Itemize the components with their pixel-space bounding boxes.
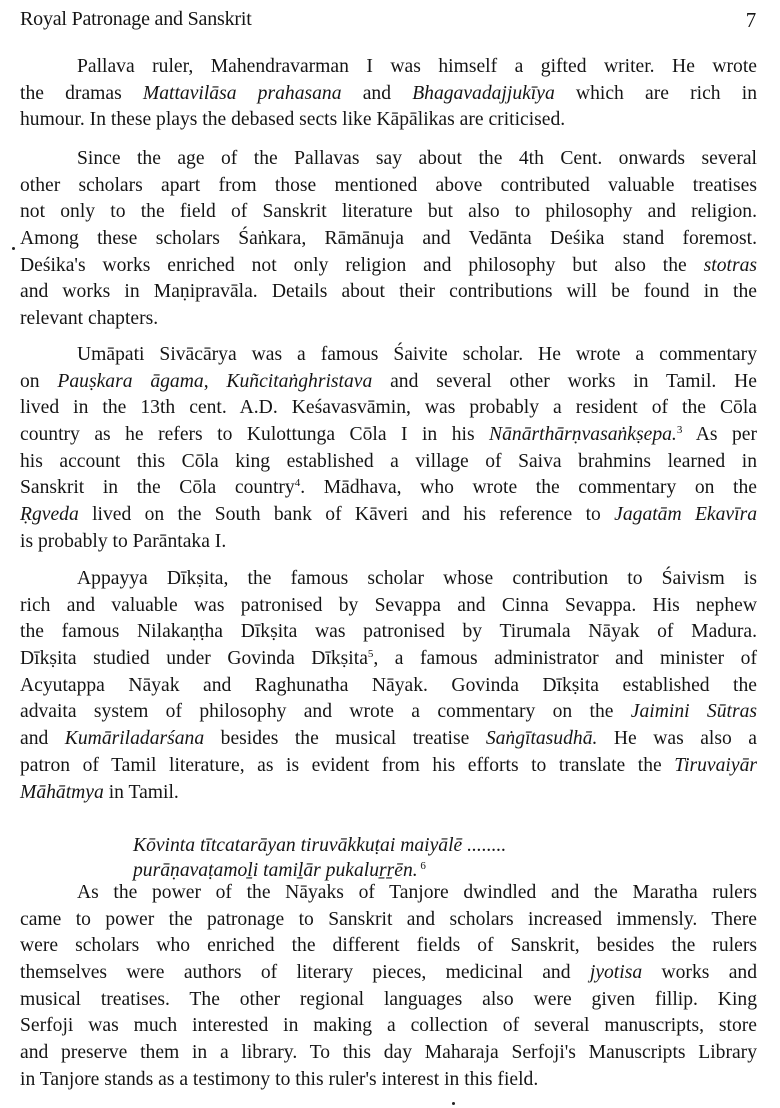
text-line (20, 1013, 757, 1040)
text-run: Deśika's works enriched not only religion and philosophy but also the (20, 254, 704, 276)
text-line (20, 780, 757, 807)
italic-term: stotras (703, 254, 757, 276)
text-run: Appayya Dīkṣita, the famous scholar whose contribution to Śaivism is (77, 568, 757, 589)
text-run: besides the musical treatise (204, 728, 486, 750)
text-line (20, 107, 757, 134)
text-run: , (203, 370, 227, 392)
text-run: He was also a (597, 728, 757, 750)
italic-term: Kōvinta tītcatarāyan tiruvākkuṭai maiyālē ........ (133, 835, 507, 856)
text-line (20, 279, 757, 306)
text-run: lived in the 13th cent. A.D. Keśavasvāmin, was probably a resident of the Cōla (20, 397, 757, 419)
text-run: Acyutappa Nāyak and Raghunatha Nāyak. Govinda Dīkṣita established the (20, 674, 757, 696)
text-line (20, 907, 757, 934)
page-number: 7 (745, 8, 756, 32)
running-title: Royal Patronage and Sanskrit (20, 8, 252, 30)
paragraph-appayya (20, 566, 757, 806)
text-line (20, 146, 757, 173)
text-line (20, 566, 757, 593)
italic-term: Pauṣkara āgama (57, 370, 204, 392)
text-run: humour. In these plays the debased sects like Kāpālikas are criticised. (20, 109, 566, 131)
paragraph-nayaks (20, 880, 757, 1094)
text-line (20, 306, 757, 333)
text-line (20, 502, 757, 529)
italic-term: Jagatām Ekavīra (614, 504, 757, 526)
text-run: and works in Maṇipravāla. Details about their contributions will be found in the (20, 281, 757, 303)
text-run: Dīkṣita studied under Govinda Dīkṣita (20, 648, 368, 670)
text-run: As the power of the Nāyaks of Tanjore dwindled and the Maratha rulers (77, 882, 757, 903)
text-run: Serfoji was much interested in making a collection of several manuscripts, store (20, 1015, 757, 1037)
margin-mark (12, 247, 15, 250)
text-line (20, 449, 757, 476)
italic-term: jyotisa (589, 962, 643, 984)
text-line (20, 593, 757, 620)
text-run: the famous Nilakaṇṭha Dīkṣita was patronised by Tirumala Nāyak of Madura. (20, 621, 757, 643)
text-line (20, 369, 757, 396)
text-line (20, 422, 757, 449)
italic-term: Kumāriladarśana (64, 728, 205, 750)
text-run: country as he refers to Kulottunga Cōla I in his (20, 424, 490, 446)
text-run: Pallava ruler, Mahendravarman I was himself a gifted writer. He wrote (77, 56, 757, 77)
text-run: is probably to Parāntaka I. (20, 530, 227, 552)
text-line (20, 1067, 757, 1094)
text-run: not only to the field of Sanskrit literature but also to philosophy and religion. (20, 201, 757, 223)
text-line (20, 253, 757, 280)
text-run: advaita system of philosophy and wrote a commentary on the (20, 701, 631, 723)
italic-term: Māhātmya (20, 781, 104, 803)
italic-term: Saṅgītasudhā. (485, 728, 598, 750)
text-run: patron of Tamil literature, as is evident from his efforts to translate the (20, 754, 675, 776)
text-line (20, 619, 757, 646)
text-line (20, 529, 757, 556)
italic-term: Bhagavadajjukīya (412, 82, 555, 104)
paragraph-scholars (20, 146, 757, 333)
text-run: other scholars apart from those mentioned above contributed valuable treatises (20, 174, 757, 196)
text-line (20, 699, 757, 726)
footnote-ref: 5 (367, 648, 374, 661)
text-run: and (20, 728, 65, 750)
text-run: in Tamil. (103, 781, 179, 803)
text-line (20, 673, 757, 700)
text-run: , a famous administrator and minister of (373, 648, 757, 670)
text-run: . Mādhava, who wrote the commentary on the (300, 477, 757, 499)
text-run: the dramas (20, 82, 143, 104)
italic-term: Ṛgveda (20, 504, 79, 526)
text-line (20, 81, 757, 108)
text-line (20, 987, 757, 1014)
text-run: musical treatises. The other regional languages also were given fillip. King (20, 988, 757, 1010)
text-run: and preserve them in a library. To this day Maharaja Serfoji's Manuscripts Library (20, 1042, 757, 1064)
paragraph-pallava (20, 54, 757, 134)
text-line (20, 226, 757, 253)
text-run: came to power the patronage to Sanskrit and scholars increased immensly. There (20, 908, 757, 930)
text-run: themselves were authors of literary pieces, medicinal and (20, 962, 590, 984)
footnote-ref: 4 (294, 477, 301, 490)
text-run: As per (682, 424, 757, 446)
text-line (20, 395, 757, 422)
text-run: on (20, 370, 58, 392)
text-line (133, 858, 633, 883)
text-run: which are rich in (554, 82, 757, 104)
text-run: Among these scholars Śaṅkara, Rāmānuja and Vedānta Deśika stand foremost. (20, 228, 757, 250)
italic-term: Mattavilāsa prahasana (142, 82, 342, 104)
text-line (20, 173, 757, 200)
text-line (133, 833, 633, 858)
page-mark (452, 1102, 455, 1105)
italic-term: Kuñcitaṅghristava (226, 370, 373, 392)
text-line (20, 342, 757, 369)
text-run: his account this Cōla king established a village of Saiva brahmins learned in (20, 450, 757, 472)
text-line (20, 726, 757, 753)
text-run: Since the age of the Pallavas say about the 4th Cent. onwards several (77, 148, 757, 169)
text-run: Sanskrit in the Cōla country (20, 477, 295, 499)
text-line (20, 960, 757, 987)
text-run: lived on the South bank of Kāveri and his reference to (78, 504, 615, 526)
italic-term: Tiruvaiyār (674, 754, 757, 776)
text-line (20, 199, 757, 226)
text-line (20, 1040, 757, 1067)
text-run: were scholars who enriched the different fields of Sanskrit, besides the rulers (20, 935, 757, 957)
footnote-ref: 6 (417, 859, 426, 872)
paragraph-umapati (20, 342, 757, 556)
text-line (20, 54, 757, 81)
italic-term: Jaimini Sūtras (630, 701, 757, 723)
text-line (20, 646, 757, 673)
text-line (20, 475, 757, 502)
text-run: relevant chapters. (20, 308, 159, 330)
footnote-ref: 3 (676, 424, 683, 437)
italic-term: purāṇavaṭamoḻi tamiḻār pukaluṟṟēn. (133, 859, 418, 881)
text-run: in Tanjore stands as a testimony to this ruler's interest in this field. (20, 1068, 539, 1090)
text-run: and several other works in Tamil. He (372, 370, 757, 392)
text-run: Umāpati Sivācārya was a famous Śaivite scholar. He wrote a commentary (77, 344, 757, 365)
italic-term: Nānārthārṇvasaṅkṣepa. (489, 424, 677, 446)
text-line (20, 880, 757, 907)
text-line (20, 933, 757, 960)
text-run: and (341, 82, 413, 104)
text-run: works and (642, 962, 757, 984)
text-line (20, 753, 757, 780)
text-run: rich and valuable was patronised by Sevappa and Cinna Sevappa. His nephew (20, 594, 757, 616)
verse-quotation (133, 833, 633, 882)
